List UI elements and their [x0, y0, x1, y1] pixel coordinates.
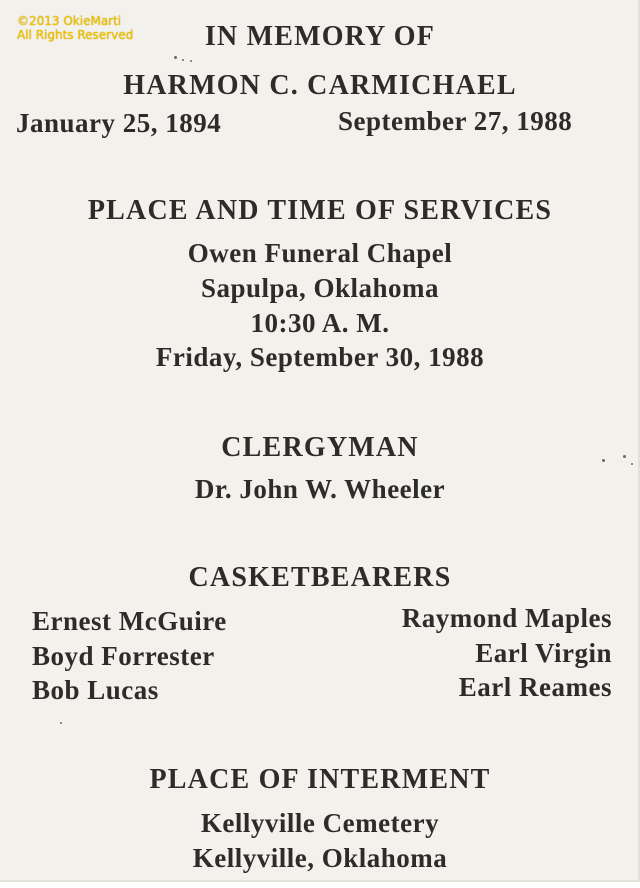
casketbearers-heading: CASKETBEARERS: [188, 562, 452, 593]
services-location: Owen Funeral Chapel: [187, 238, 453, 268]
paper-speck: [60, 722, 62, 724]
paper-speck: [174, 56, 177, 59]
interment-cemetery: Kellyville Cemetery: [200, 808, 440, 838]
paper-speck: [631, 463, 633, 465]
paper-speck: [190, 60, 192, 62]
services-city: Sapulpa, Oklahoma: [200, 273, 440, 303]
clergyman-name: Dr. John W. Wheeler: [194, 474, 446, 504]
casketbearer-right-1: Raymond Maples: [401, 603, 612, 633]
watermark-line-2: All Rights Reserved: [17, 28, 134, 42]
services-time: 10:30 A. M.: [250, 308, 390, 338]
casketbearer-right-3: Earl Reames: [458, 672, 612, 702]
interment-city: Kellyville, Oklahoma: [192, 843, 448, 873]
paper-speck: [623, 455, 626, 458]
memorial-title: IN MEMORY OF: [204, 21, 436, 52]
casketbearer-left-2: Boyd Forrester: [32, 641, 215, 671]
birth-date: January 25, 1894: [16, 108, 222, 138]
death-date: September 27, 1988: [338, 106, 573, 136]
casketbearer-left-3: Bob Lucas: [32, 675, 159, 705]
paper-speck: [182, 59, 184, 61]
watermark-line-1: ©2013 OkieMarti: [17, 14, 122, 28]
interment-heading: PLACE OF INTERMENT: [149, 764, 491, 795]
casketbearer-left-1: Ernest McGuire: [32, 606, 227, 636]
deceased-name: HARMON C. CARMICHAEL: [123, 70, 517, 101]
paper-speck: [602, 459, 605, 462]
services-heading: PLACE AND TIME OF SERVICES: [87, 195, 553, 226]
clergyman-heading: CLERGYMAN: [221, 432, 419, 463]
services-date: Friday, September 30, 1988: [155, 342, 485, 372]
casketbearer-right-2: Earl Virgin: [475, 638, 612, 668]
